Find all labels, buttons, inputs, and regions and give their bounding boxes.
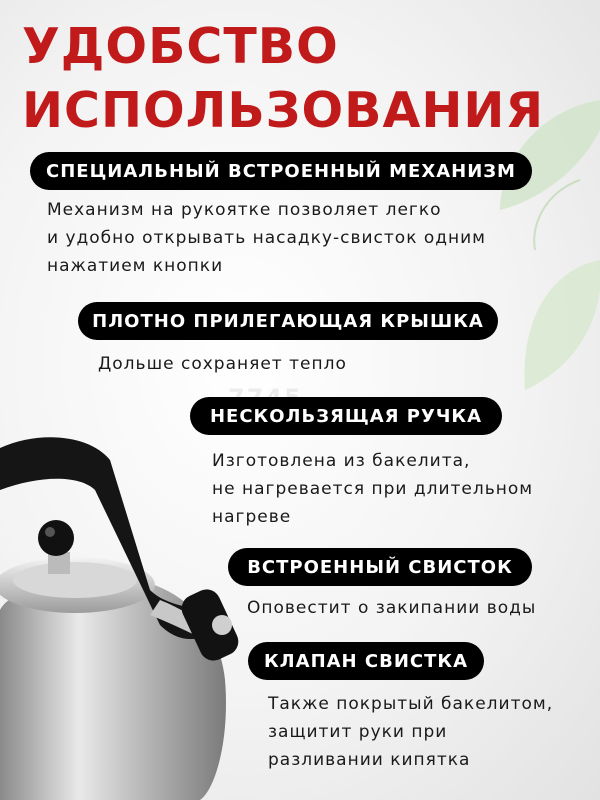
desc-line: нажатием кнопки [47,256,224,276]
desc-line: и удобно открывать насадку-свисток одним [47,228,487,248]
feature-label-whistle: ВСТРОЕННЫЙ СВИСТОК [228,548,532,586]
feature-label-lid: ПЛОТНО ПРИЛЕГАЮЩАЯ КРЫШКА [78,302,498,340]
desc-line: нагреве [212,507,292,527]
desc-line: Также покрытый бакелитом, [268,694,554,714]
title-line-2: ИСПОЛЬЗОВАНИЯ [22,82,545,139]
desc-line: Механизм на рукоятке позволяет легко [47,200,442,220]
feature-desc-lid [98,350,347,378]
desc-line: защитит руки при [268,722,448,742]
feature-desc-whistle [247,594,536,622]
feature-label-mechanism: СПЕЦИАЛЬНЫЙ ВСТРОЕННЫЙ МЕХАНИЗМ [30,152,532,190]
desc-line: Изготовлена из бакелита, [212,451,471,471]
feature-desc-handle [212,447,533,531]
desc-line: не нагревается при длительном [212,479,534,499]
title-line-1: УДОБСТВО [22,18,339,75]
feature-label-valve: КЛАПАН СВИСТКА [248,642,484,680]
desc-line: Оповестит о закипании воды [247,598,537,618]
feature-label-handle: НЕСКОЛЬЗЯЩАЯ РУЧКА [190,397,502,435]
desc-line: Дольше сохраняет тепло [98,354,347,374]
desc-line: разливании кипятка [268,750,471,770]
feature-desc-mechanism [47,196,486,280]
feature-desc-valve [268,690,553,774]
